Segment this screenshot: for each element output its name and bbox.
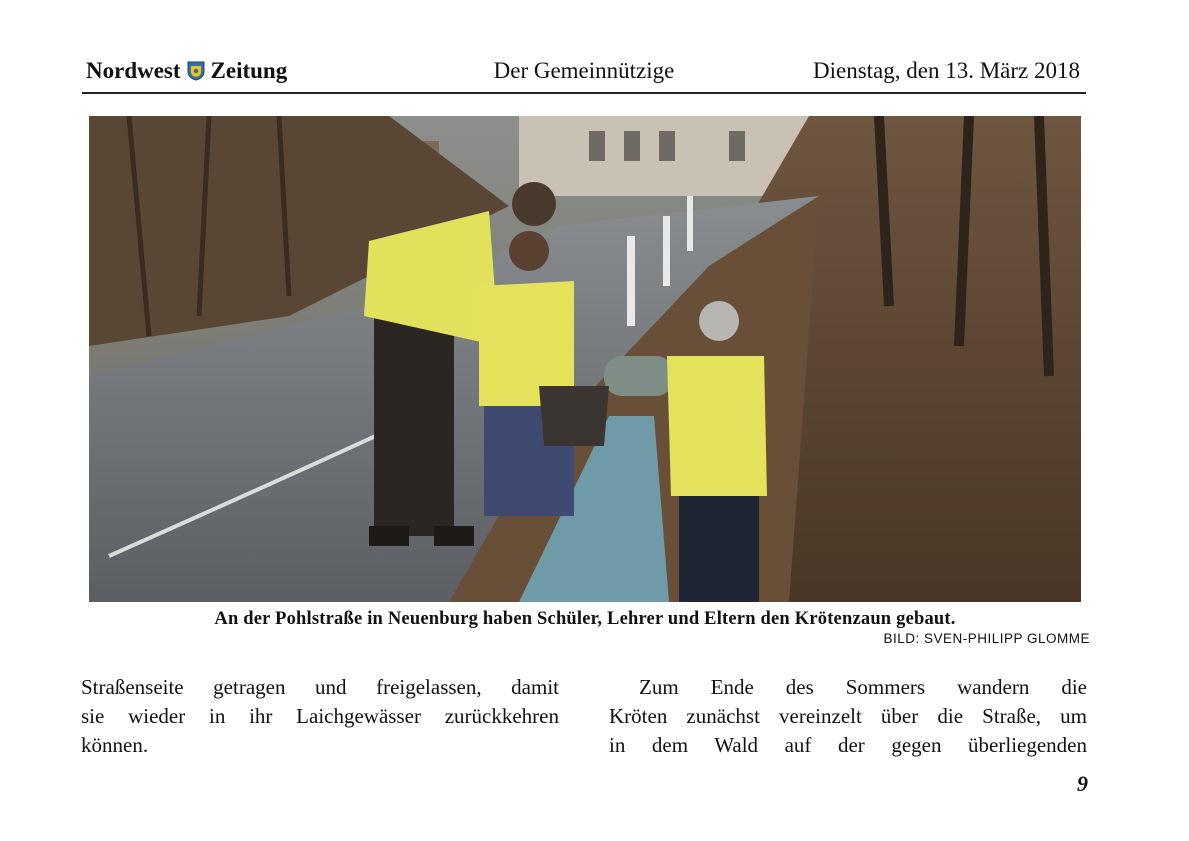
brand-name-left: Nordwest [86,58,181,83]
body-line: können. [81,733,149,757]
brand-name-right: Zeitung [210,58,288,83]
body-column-right [609,673,1087,760]
body-column-left [81,673,559,760]
section-title: Der Gemeinnützige [493,58,675,83]
issue-date: Dienstag, den 13. März 2018 [813,58,1080,83]
page-header [82,56,1086,94]
photo-illustration [89,116,1081,602]
body-line: in dem Wald auf der gegen überliegenden [609,733,1087,757]
photo-caption: An der Pohlstraße in Neuenburg haben Schüler, Lehrer und Eltern den Krötenzaun gebaut. [214,609,956,629]
news-photo [89,116,1081,602]
page-number: 9 [1077,771,1088,796]
photo-credit: BILD: SVEN-PHILIPP GLOMME [883,631,1090,646]
body-line: Zum Ende des Sommers wandern die [639,675,1087,699]
body-line: sie wieder in ihr Laichgewässer zurückkehren [81,704,559,728]
body-line: Kröten zunächst vereinzelt über die Straße, um [609,704,1087,728]
body-line: Straßenseite getragen und freigelassen, damit [81,675,559,699]
